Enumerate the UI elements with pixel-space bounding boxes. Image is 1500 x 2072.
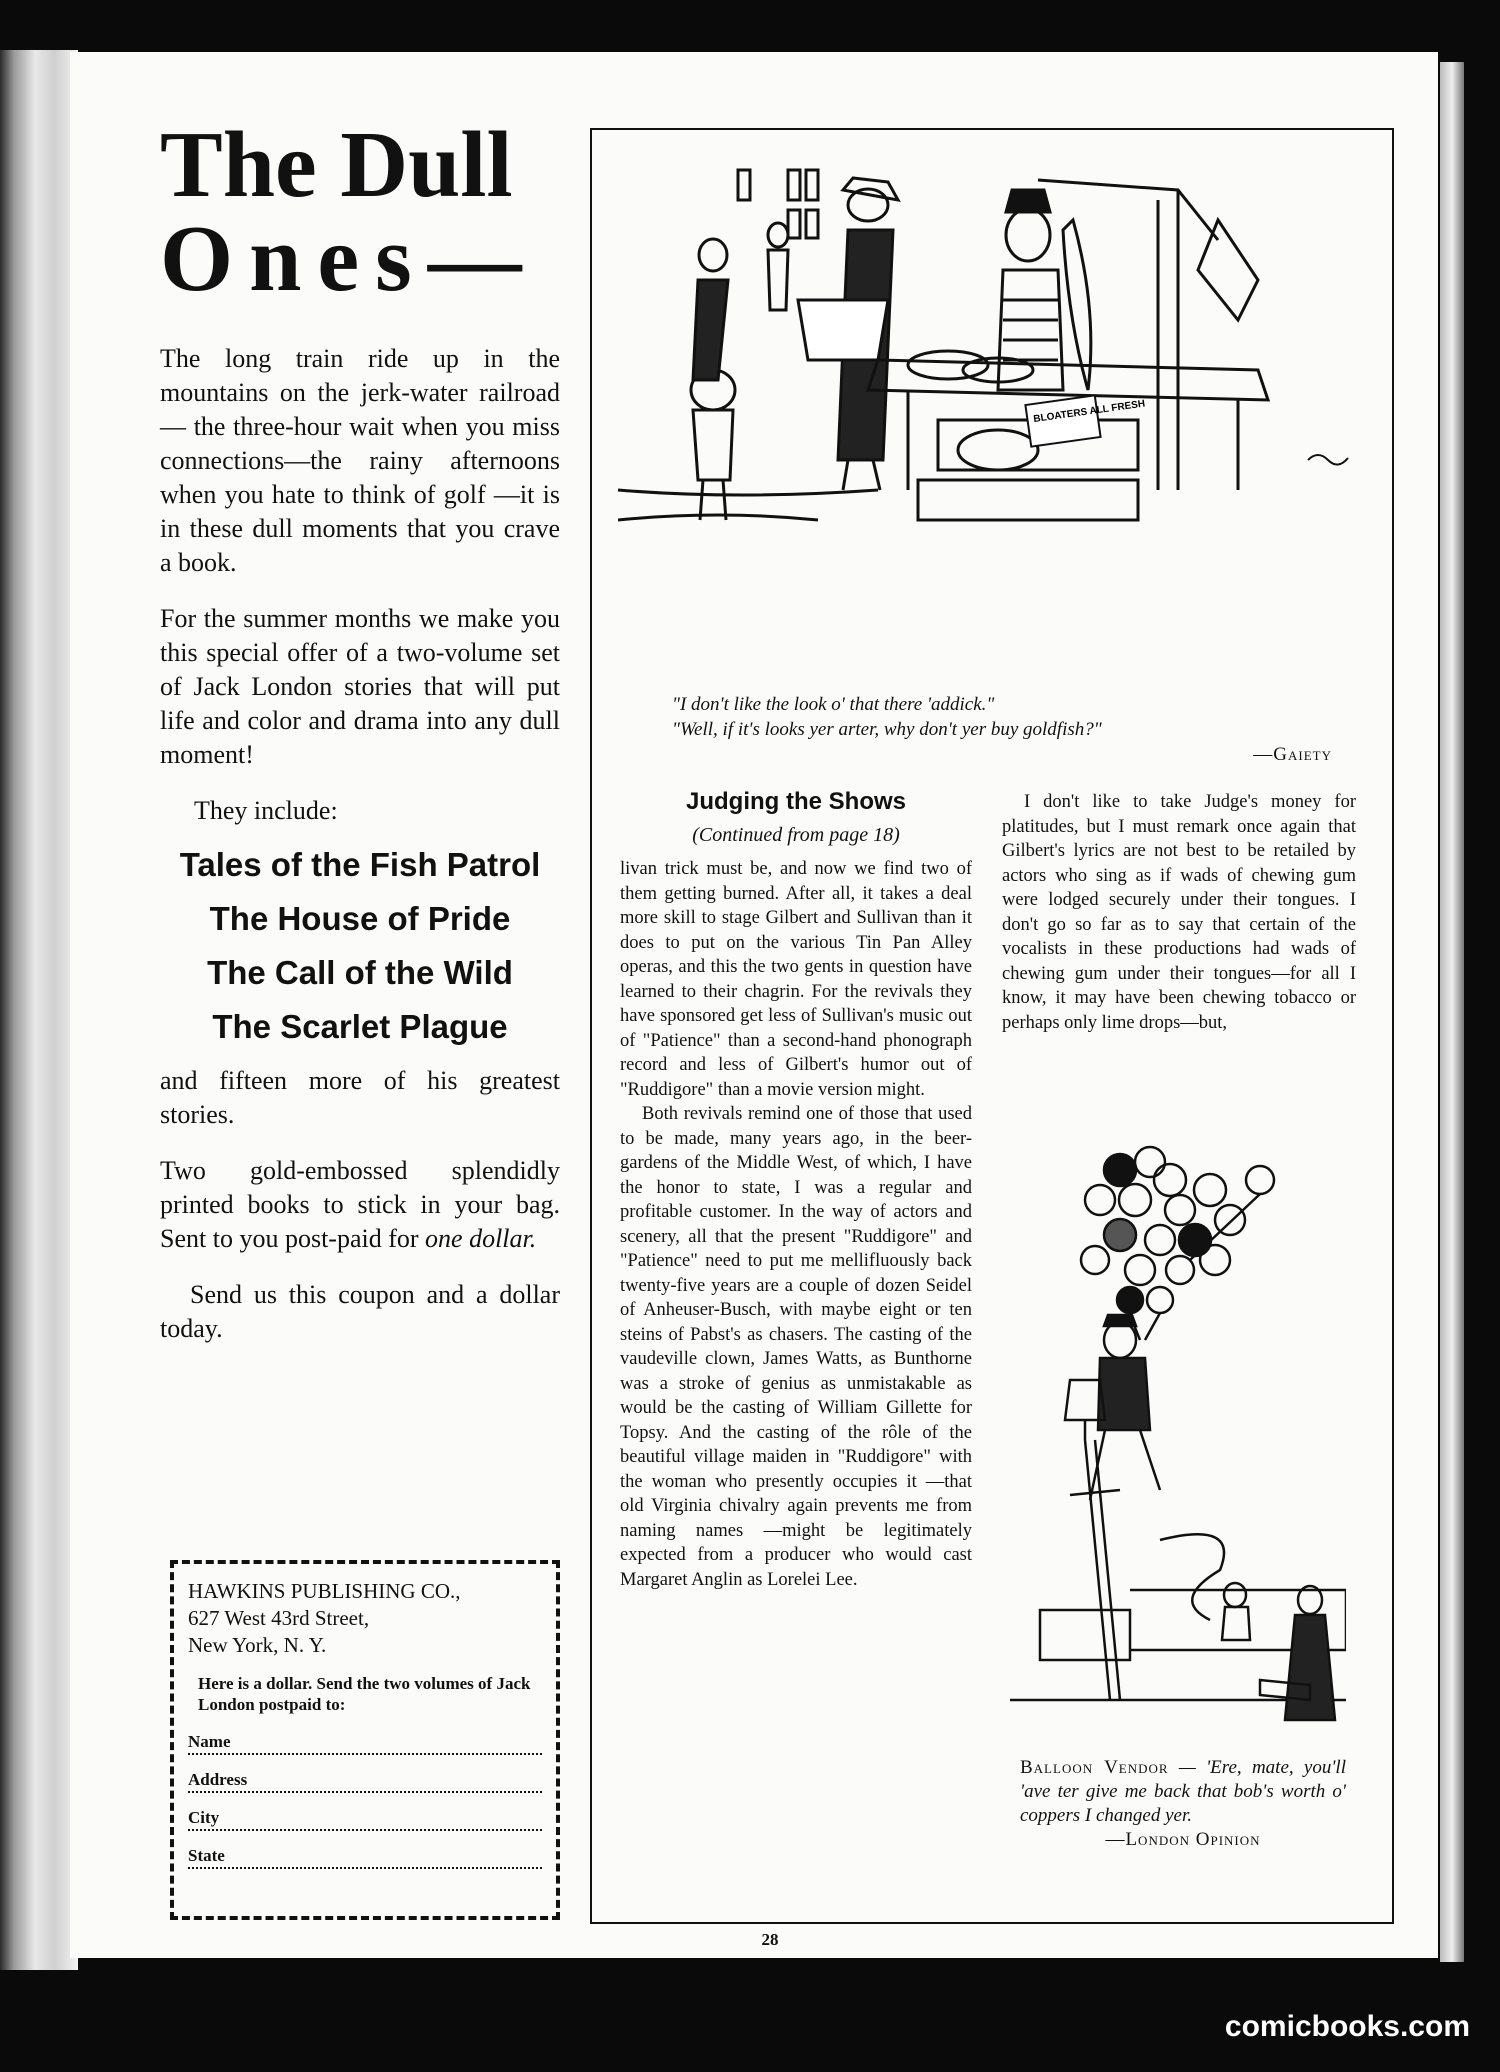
ad-paragraph-4 [160, 1154, 560, 1256]
caption1-line1: "I don't like the look o' that there 'addick." [672, 694, 995, 715]
caption2-text: — 'Ere, mate, you'll 'ave ter give me back that bob's worth o' coppers I changed yer. [1020, 1757, 1346, 1826]
cartoon1-caption [672, 692, 1332, 767]
book-title: The Call of the Wild [207, 954, 513, 991]
article-column-1 [620, 790, 972, 1592]
coupon-instructions: Here is a dollar. Send the two volumes of Jack London postpaid to: [198, 1674, 531, 1714]
coupon-street: 627 West 43rd Street, [188, 1606, 370, 1630]
ad-price: one dollar. [425, 1224, 537, 1253]
next-page-edge [1440, 62, 1464, 1962]
coupon-state-field: State [188, 1845, 542, 1869]
coupon-city-field: City [188, 1807, 542, 1831]
book-title: Tales of the Fish Patrol [179, 846, 541, 883]
ad-include-label: They include: [194, 796, 338, 825]
caption1-line2: "Well, if it's looks yer arter, why don't yer buy goldfish?" [672, 719, 1102, 740]
ad-paragraph-2: For the summer months we make you this special offer of a two-volume set of Jack London stories that will put life and color and drama into any dull moment! [160, 604, 560, 769]
order-coupon [170, 1560, 560, 1920]
article-text: I don't like to take Judge's money for platitudes, but I must remark once again that Gilbert's lyrics are not best to be retailed by actors who sing as if wads of chewing gum were lodged securely under their tongues. I don't go so far as to say that certain of the vocalists in these productions had wads of chewing gum under their tongues—for all I know, it may have been chewing tobacco or perhaps only lime drops—but, [1002, 792, 1356, 1033]
ad-paragraph-3: and fifteen more of his greatest stories. [160, 1066, 560, 1129]
ad-title-line2: Ones— [160, 207, 538, 311]
cartoon2-caption [1020, 1756, 1346, 1852]
page-number: 28 [761, 1930, 779, 1949]
article-text: Both revivals remind one of those that used to be made, many years ago, in the beer-gardens of the Middle West, of which, I have the honor to state, I was a regular and profitable customer. In the way of actors and scenery, all that the present "Ruddigore" and "Patience" need to put me mellifluously back twenty-five years are a couple of dozen Seidel of Anheuser-Busch, with maybe eight or ten steins of Pabst's as chasers. The casting of the vaudeville clown, James Watts, as Bunthorne was a stroke of genius as unmistakable as would be the casting of William Gillette for Topsy. And the casting of the rôle of the beautiful village maiden in "Ruddigore" with the woman who presently occupies it —that old Virginia chivalry again prevents me from naming names —might be legitimately expected from a producer who would cast Margaret Anglin as Lorelei Lee. [620, 1104, 972, 1590]
caption1-source: —Gaiety [1253, 744, 1332, 765]
article-text: livan trick must be, and now we find two of them getting burned. After all, it takes a deal more skill to stage Gilbert and Sullivan than it does to put on the various Tin Pan Alley operas, and this the two gents in question have learned to their chagrin. For the revivals they have sponsored get less of Sullivan's music out of "Patience" than a second-hand phonograph record and less of Gilbert's humor out of "Ruddigore" than a movie version might. [620, 859, 972, 1100]
fish-market-cartoon [618, 160, 1360, 670]
artist-signature-mark [1308, 455, 1348, 465]
ad-title-line1: The Dull [160, 113, 513, 217]
balloon-vendor-cartoon [1010, 1140, 1346, 1740]
ad-title [160, 113, 560, 311]
ad-paragraph-4-text: Two gold-embossed splendidly printed books to stick in your bag. Sent to you post-paid for [160, 1156, 560, 1253]
coupon-name-field: Name [188, 1731, 542, 1755]
book-spine [0, 50, 78, 1970]
watermark: comicbooks.com [1224, 2010, 1470, 2043]
book-title: The House of Pride [209, 900, 511, 937]
book-title: The Scarlet Plague [212, 1008, 508, 1045]
coupon-company: HAWKINS PUBLISHING CO., [188, 1579, 461, 1603]
book-list [160, 848, 560, 1044]
ad-paragraph-5: Send us this coupon and a dollar today. [160, 1280, 560, 1343]
article-heading: Judging the Shows [686, 788, 906, 815]
sign-text: BLOATERS ALL FRESH [1032, 398, 1146, 426]
article-continued-note: (Continued from page 18) [692, 823, 900, 846]
ad-paragraph-1: The long train ride up in the mountains on the jerk-water railroad — the three-hour wait when you miss connections—the rainy afternoons when you hate to think of golf —it is in these dull moments that you crave a book. [160, 344, 560, 577]
coupon-address-field: Address [188, 1769, 542, 1793]
jack-london-advertisement [160, 113, 560, 1346]
coupon-city: New York, N. Y. [188, 1633, 327, 1657]
article-column-2 [1002, 790, 1356, 1035]
caption2-source: —London Opinion [1105, 1829, 1261, 1850]
caption2-speaker: Balloon Vendor [1020, 1757, 1169, 1778]
